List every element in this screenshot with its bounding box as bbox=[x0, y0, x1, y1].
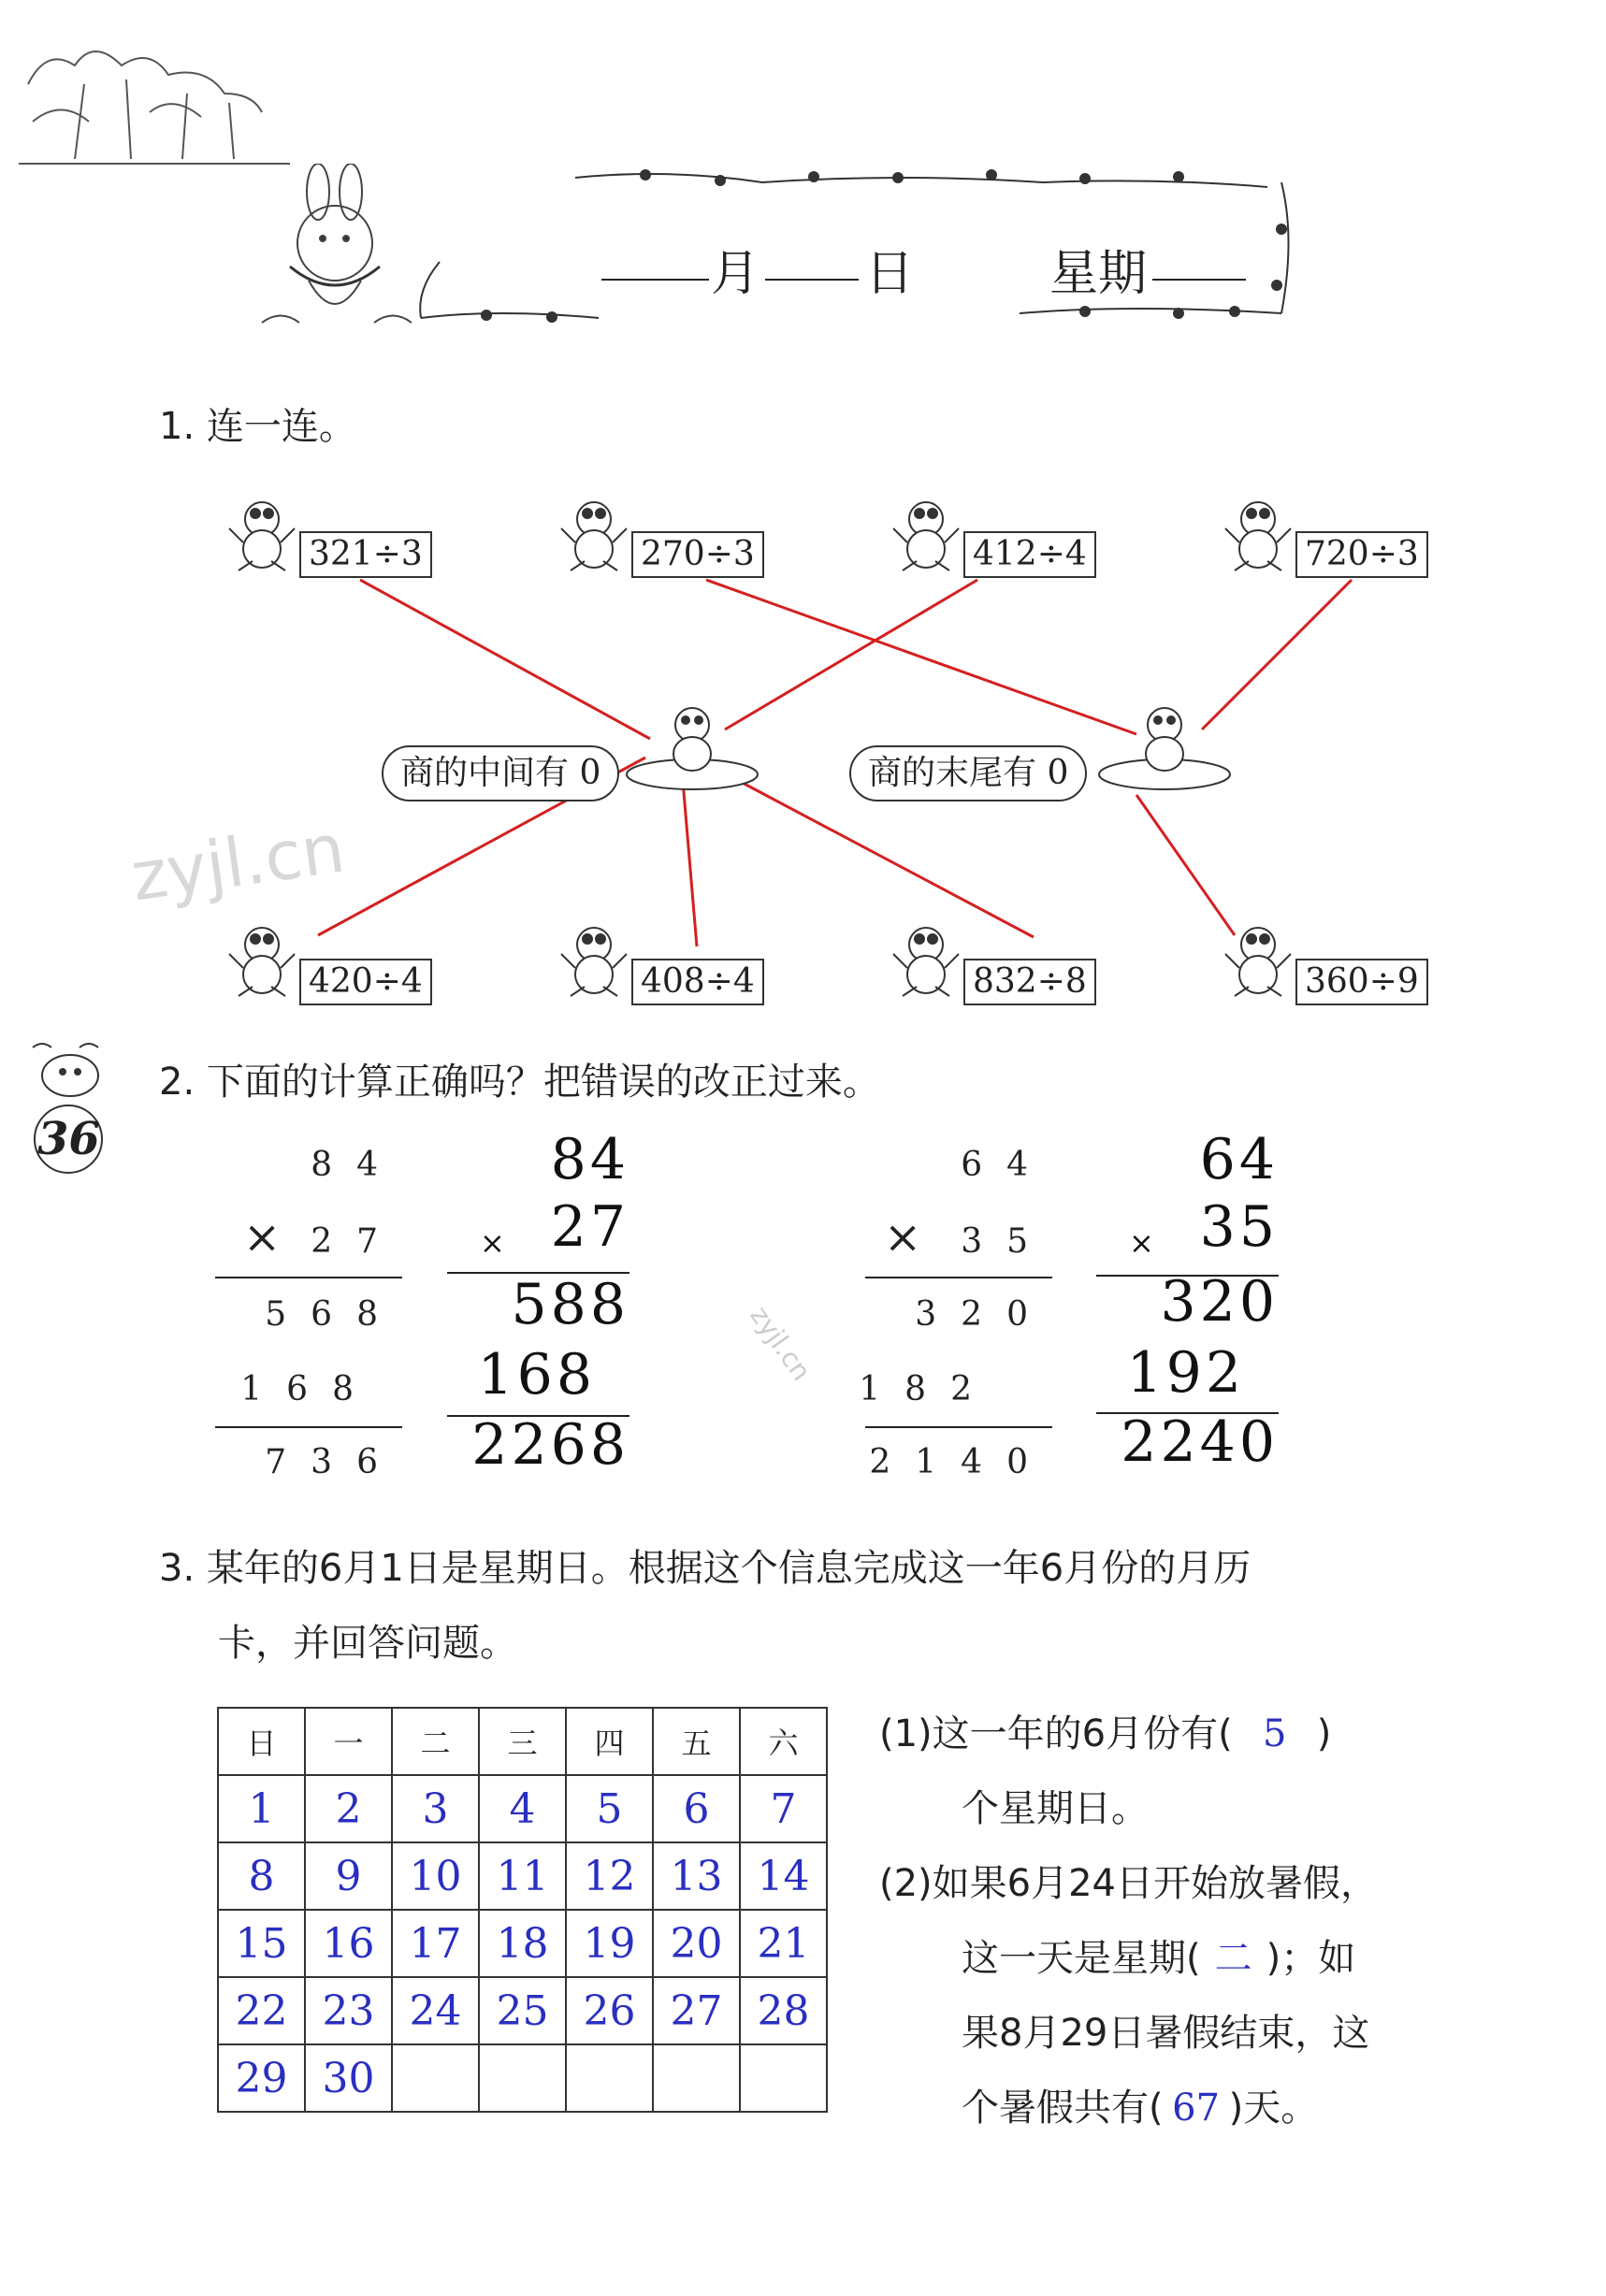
expression-card[interactable]: 270÷3 bbox=[631, 531, 764, 578]
expression-card[interactable]: 832÷8 bbox=[963, 959, 1096, 1005]
calendar-day-cell[interactable]: 12 bbox=[566, 1842, 653, 1910]
partial-product-2: 168 bbox=[477, 1342, 596, 1408]
calendar-day-cell[interactable]: 9 bbox=[305, 1842, 392, 1910]
question-1-title: 1. 连一连。 bbox=[159, 405, 356, 448]
calendar-day-cell[interactable]: 22 bbox=[218, 1977, 305, 2044]
calendar-day-cell[interactable]: 18 bbox=[479, 1910, 566, 1977]
frog-icon bbox=[1216, 917, 1300, 1001]
calendar-day-cell[interactable]: 6 bbox=[653, 1775, 740, 1842]
question-3-title-line2: 卡，并回答问题。 bbox=[218, 1622, 517, 1665]
calendar-day-cell[interactable]: 14 bbox=[740, 1842, 827, 1910]
calendar-day-cell[interactable] bbox=[653, 2044, 740, 2112]
multiplicand: 64 bbox=[1199, 1127, 1279, 1192]
calendar-day-cell[interactable]: 10 bbox=[392, 1842, 479, 1910]
sub-question-1-line2: 个星期日。 bbox=[962, 1787, 1149, 1830]
calendar-header-sat: 六 bbox=[740, 1708, 827, 1775]
times-sign: × bbox=[1129, 1225, 1154, 1261]
calendar-header-wed: 三 bbox=[479, 1708, 566, 1775]
calendar-day-cell[interactable]: 30 bbox=[305, 2044, 392, 2112]
expression-card[interactable]: 321÷3 bbox=[299, 531, 432, 578]
expression-card[interactable]: 412÷4 bbox=[963, 531, 1096, 578]
calendar-day-cell[interactable] bbox=[479, 2044, 566, 2112]
calendar-day-cell[interactable]: 8 bbox=[218, 1842, 305, 1910]
multiplication-corrected-1 bbox=[447, 1127, 629, 1501]
times-sign: × bbox=[480, 1225, 505, 1261]
partial-product-1: 320 bbox=[1160, 1269, 1279, 1335]
sub-question-2-line3: 果8月29日暑假结束，这 bbox=[962, 2012, 1370, 2055]
rule bbox=[215, 1426, 402, 1428]
calendar-day-cell[interactable]: 21 bbox=[740, 1910, 827, 1977]
partial-product-2: 168 bbox=[240, 1370, 378, 1408]
rule bbox=[865, 1277, 1052, 1278]
calendar-day-cell[interactable]: 5 bbox=[566, 1775, 653, 1842]
frog-icon bbox=[552, 491, 636, 575]
sub-question-2-days-suffix: )天。 bbox=[1228, 2087, 1319, 2130]
multiplier: 35 bbox=[961, 1222, 1052, 1261]
calendar-day-cell[interactable]: 23 bbox=[305, 1977, 392, 2044]
calendar-header-tue: 二 bbox=[392, 1708, 479, 1775]
times-sign: × bbox=[884, 1211, 922, 1264]
sub-question-2-line2 bbox=[962, 1922, 1355, 1995]
calendar-day-cell[interactable]: 24 bbox=[392, 1977, 479, 2044]
calendar-day-cell[interactable]: 7 bbox=[740, 1775, 827, 1842]
partial-product-1: 320 bbox=[915, 1295, 1052, 1334]
multiplicand: 64 bbox=[961, 1146, 1052, 1184]
expression-card[interactable]: 408÷4 bbox=[631, 959, 764, 1005]
frog-icon bbox=[1216, 491, 1300, 575]
sub-question-2-weekday-suffix: )；如 bbox=[1266, 1937, 1356, 1980]
frog-on-lilypad-icon bbox=[622, 692, 762, 795]
frog-icon bbox=[220, 917, 304, 1001]
calendar-day-cell[interactable] bbox=[566, 2044, 653, 2112]
answer-weekday[interactable]: 二 bbox=[1214, 1937, 1252, 1980]
product: 2268 bbox=[471, 1412, 629, 1478]
expression-card[interactable]: 360÷9 bbox=[1295, 959, 1428, 1005]
multiplier: 35 bbox=[1199, 1194, 1279, 1260]
calendar-day-cell[interactable]: 29 bbox=[218, 2044, 305, 2112]
rule bbox=[865, 1426, 1052, 1428]
expression-card[interactable]: 420÷4 bbox=[299, 959, 432, 1005]
calendar-day-cell[interactable]: 3 bbox=[392, 1775, 479, 1842]
multiplication-original-2 bbox=[859, 1136, 1052, 1492]
product: 736 bbox=[265, 1443, 402, 1481]
sub-question-2-line1: (2)如果6月24日开始放暑假， bbox=[879, 1862, 1379, 1905]
frog-icon bbox=[552, 917, 636, 1001]
multiplier: 27 bbox=[550, 1194, 629, 1260]
sub-question-1-line1 bbox=[879, 1697, 1331, 1770]
multiplication-corrected-2 bbox=[1096, 1127, 1279, 1501]
calendar-day-cell[interactable]: 13 bbox=[653, 1842, 740, 1910]
weekday-label: 星期 bbox=[1049, 246, 1148, 302]
answer-vacation-days[interactable]: 67 bbox=[1172, 2087, 1221, 2130]
watermark: zyjl.cn bbox=[744, 1300, 817, 1387]
calendar-day-cell[interactable]: 27 bbox=[653, 1977, 740, 2044]
partial-product-1: 568 bbox=[265, 1295, 402, 1334]
calendar-day-cell[interactable]: 28 bbox=[740, 1977, 827, 2044]
partial-product-2: 192 bbox=[1126, 1340, 1245, 1406]
calendar-header-fri: 五 bbox=[653, 1708, 740, 1775]
sub-question-2-weekday-prefix: 这一天是星期( bbox=[962, 1937, 1201, 1980]
question-3-title-line1: 3. 某年的6月1日是星期日。根据这个信息完成这一年6月份的月历 bbox=[159, 1547, 1252, 1590]
multiplicand: 84 bbox=[311, 1146, 402, 1184]
watermark: zyjl.cn bbox=[126, 808, 350, 917]
answer-sundays-count[interactable]: 5 bbox=[1262, 1712, 1287, 1755]
calendar-day-cell[interactable]: 2 bbox=[305, 1775, 392, 1842]
frog-icon bbox=[884, 917, 968, 1001]
sub-question-2-days-prefix: 个暑假共有( bbox=[962, 2087, 1164, 2130]
calendar-day-cell[interactable]: 11 bbox=[479, 1842, 566, 1910]
calendar-day-cell[interactable]: 1 bbox=[218, 1775, 305, 1842]
partial-product-1: 588 bbox=[511, 1272, 629, 1337]
day-label: 日 bbox=[865, 246, 915, 302]
frog-icon bbox=[884, 491, 968, 575]
sub-question-1-suffix: ) bbox=[1316, 1712, 1332, 1755]
calendar-header-mon: 一 bbox=[305, 1708, 392, 1775]
month-label: 月 bbox=[711, 246, 760, 302]
calendar-header-thu: 四 bbox=[566, 1708, 653, 1775]
calendar-day-cell[interactable] bbox=[740, 2044, 827, 2112]
calendar-day-cell[interactable]: 15 bbox=[218, 1910, 305, 1977]
june-calendar bbox=[217, 1707, 828, 2113]
rule bbox=[215, 1277, 402, 1278]
question-2-title: 2. 下面的计算正确吗？把错误的改正过来。 bbox=[159, 1061, 880, 1104]
calendar-day-cell[interactable]: 26 bbox=[566, 1977, 653, 2044]
multiplier: 27 bbox=[311, 1222, 402, 1261]
multiplicand: 84 bbox=[550, 1127, 629, 1192]
sub-question-1-prefix: (1)这一年的6月份有( bbox=[879, 1712, 1233, 1755]
frog-icon bbox=[220, 491, 304, 575]
sub-question-2-line4 bbox=[962, 2072, 1318, 2144]
expression-card[interactable]: 720÷3 bbox=[1295, 531, 1428, 578]
category-quotient-middle-zero[interactable]: 商的中间有 0 bbox=[382, 745, 619, 801]
calendar-header-sun: 日 bbox=[218, 1708, 305, 1775]
calendar-day-cell[interactable] bbox=[392, 2044, 479, 2112]
calendar-day-cell[interactable]: 4 bbox=[479, 1775, 566, 1842]
product: 2140 bbox=[869, 1443, 1052, 1481]
calendar-day-cell[interactable]: 17 bbox=[392, 1910, 479, 1977]
product: 2240 bbox=[1121, 1409, 1279, 1475]
calendar-day-cell[interactable]: 19 bbox=[566, 1910, 653, 1977]
partial-product-2: 182 bbox=[859, 1370, 996, 1408]
page-number: 36 bbox=[37, 1113, 100, 1165]
times-sign: × bbox=[243, 1211, 282, 1264]
multiplication-original-1 bbox=[215, 1136, 402, 1492]
calendar-day-cell[interactable]: 16 bbox=[305, 1910, 392, 1977]
category-quotient-end-zero[interactable]: 商的末尾有 0 bbox=[849, 745, 1087, 801]
frog-on-lilypad-icon bbox=[1094, 692, 1235, 795]
calendar-day-cell[interactable]: 25 bbox=[479, 1977, 566, 2044]
calendar-day-cell[interactable]: 20 bbox=[653, 1910, 740, 1977]
